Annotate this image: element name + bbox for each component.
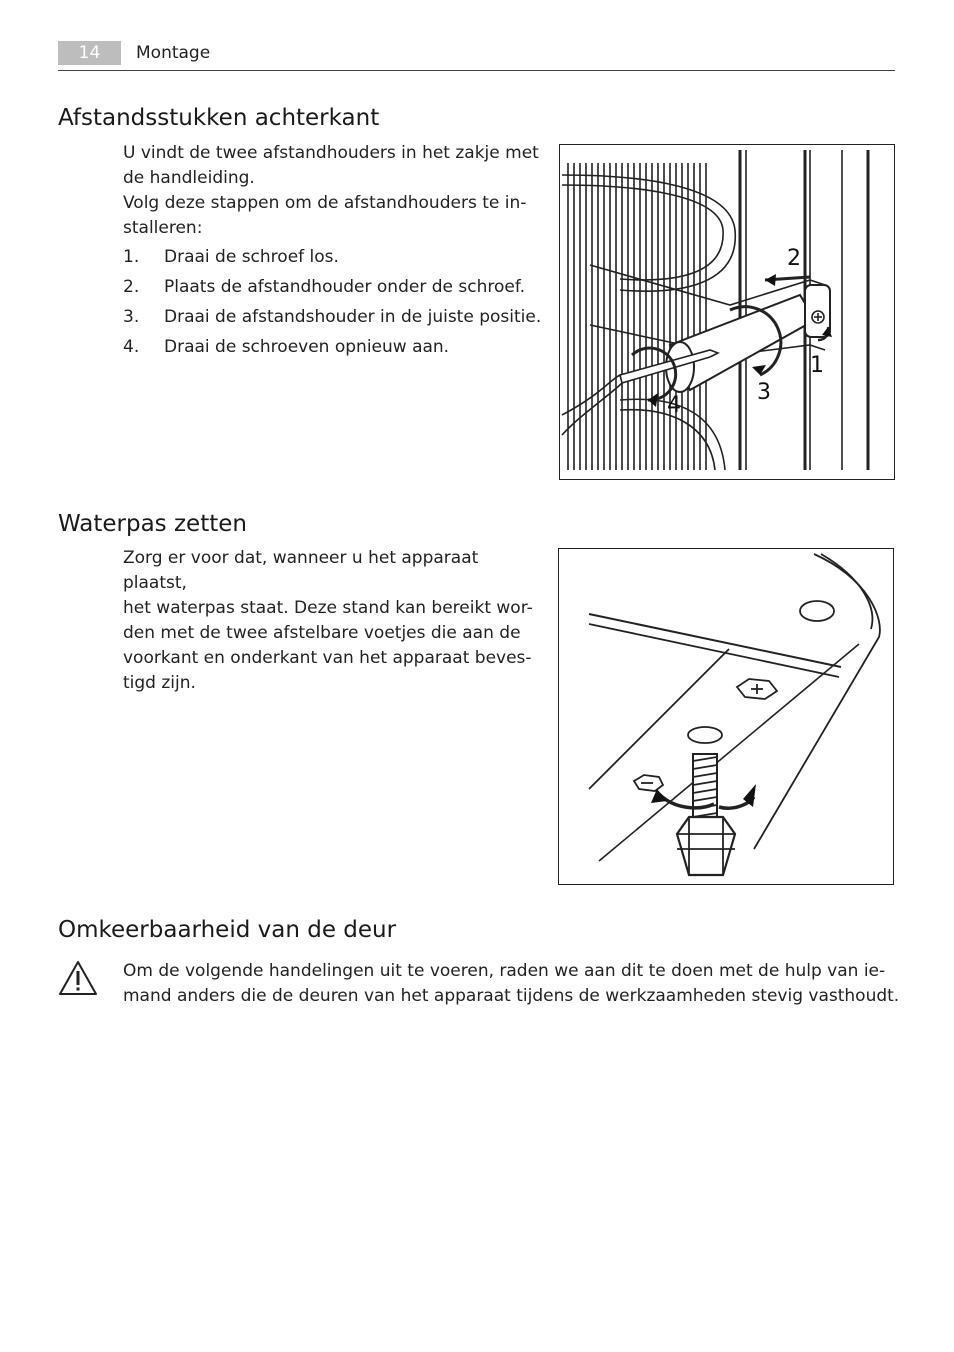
intro-line: U vindt de twee afstandhouders in het zakje met xyxy=(123,143,539,163)
paragraph-line: voorkant en onderkant van het apparaat beves- xyxy=(123,648,532,668)
section-title-spacers: Afstandsstukken achterkant xyxy=(58,105,380,131)
step-text: Draai de afstandshouder in de juiste positie. xyxy=(164,307,542,327)
spacer-installation-figure xyxy=(559,144,895,480)
section-title-door-reversal: Omkeerbaarheid van de deur xyxy=(58,917,397,943)
section-title-levelling: Waterpas zetten xyxy=(58,511,247,537)
spacer-illustration xyxy=(560,145,894,479)
step-number: 3. xyxy=(123,307,140,327)
step-text: Draai de schroef los. xyxy=(164,247,339,267)
paragraph-line: tigd zijn. xyxy=(123,673,196,693)
step-text: Draai de schroeven opnieuw aan. xyxy=(164,337,450,357)
intro-line: stalleren: xyxy=(123,218,203,238)
paragraph-line: mand anders die de deuren van het apparaat tijdens de werkzaamheden stevig vasthoudt. xyxy=(123,986,900,1006)
paragraph-line: den met de twee afstelbare voetjes die aan de xyxy=(123,623,521,643)
levelling-text xyxy=(123,546,543,696)
callout-4: 4 xyxy=(667,393,681,418)
intro-line: Volg deze stappen om de afstandhouders te in- xyxy=(123,193,527,213)
step-number: 1. xyxy=(123,247,140,267)
levelling-foot-figure xyxy=(558,548,894,885)
step-text: Plaats de afstandhouder onder de schroef. xyxy=(164,277,525,297)
levelling-foot-illustration xyxy=(559,549,893,884)
callout-3: 3 xyxy=(757,380,771,405)
step-number: 4. xyxy=(123,337,140,357)
warning-triangle-icon xyxy=(58,960,98,996)
callout-2: 2 xyxy=(787,246,801,271)
paragraph-line: Zorg er voor dat, wanneer u het apparaat plaatst, xyxy=(123,548,479,593)
list-item xyxy=(123,245,543,275)
list-item xyxy=(123,335,543,365)
list-item xyxy=(123,275,543,305)
paragraph-line: het waterpas staat. Deze stand kan bereikt wor- xyxy=(123,598,533,618)
header-rule xyxy=(58,70,895,71)
callout-1: 1 xyxy=(810,353,824,378)
door-reversal-warning-text xyxy=(123,959,903,1009)
paragraph-line: Om de volgende handelingen uit te voeren, raden we aan dit te doen met de hulp van ie- xyxy=(123,961,886,981)
intro-line: de handleiding. xyxy=(123,168,255,188)
page-number: 14 xyxy=(58,41,121,65)
install-steps-list xyxy=(123,245,543,365)
page-header xyxy=(58,40,895,72)
step-number: 2. xyxy=(123,277,140,297)
chapter-title: Montage xyxy=(136,43,211,63)
list-item xyxy=(123,305,543,335)
spacers-intro xyxy=(123,141,543,241)
